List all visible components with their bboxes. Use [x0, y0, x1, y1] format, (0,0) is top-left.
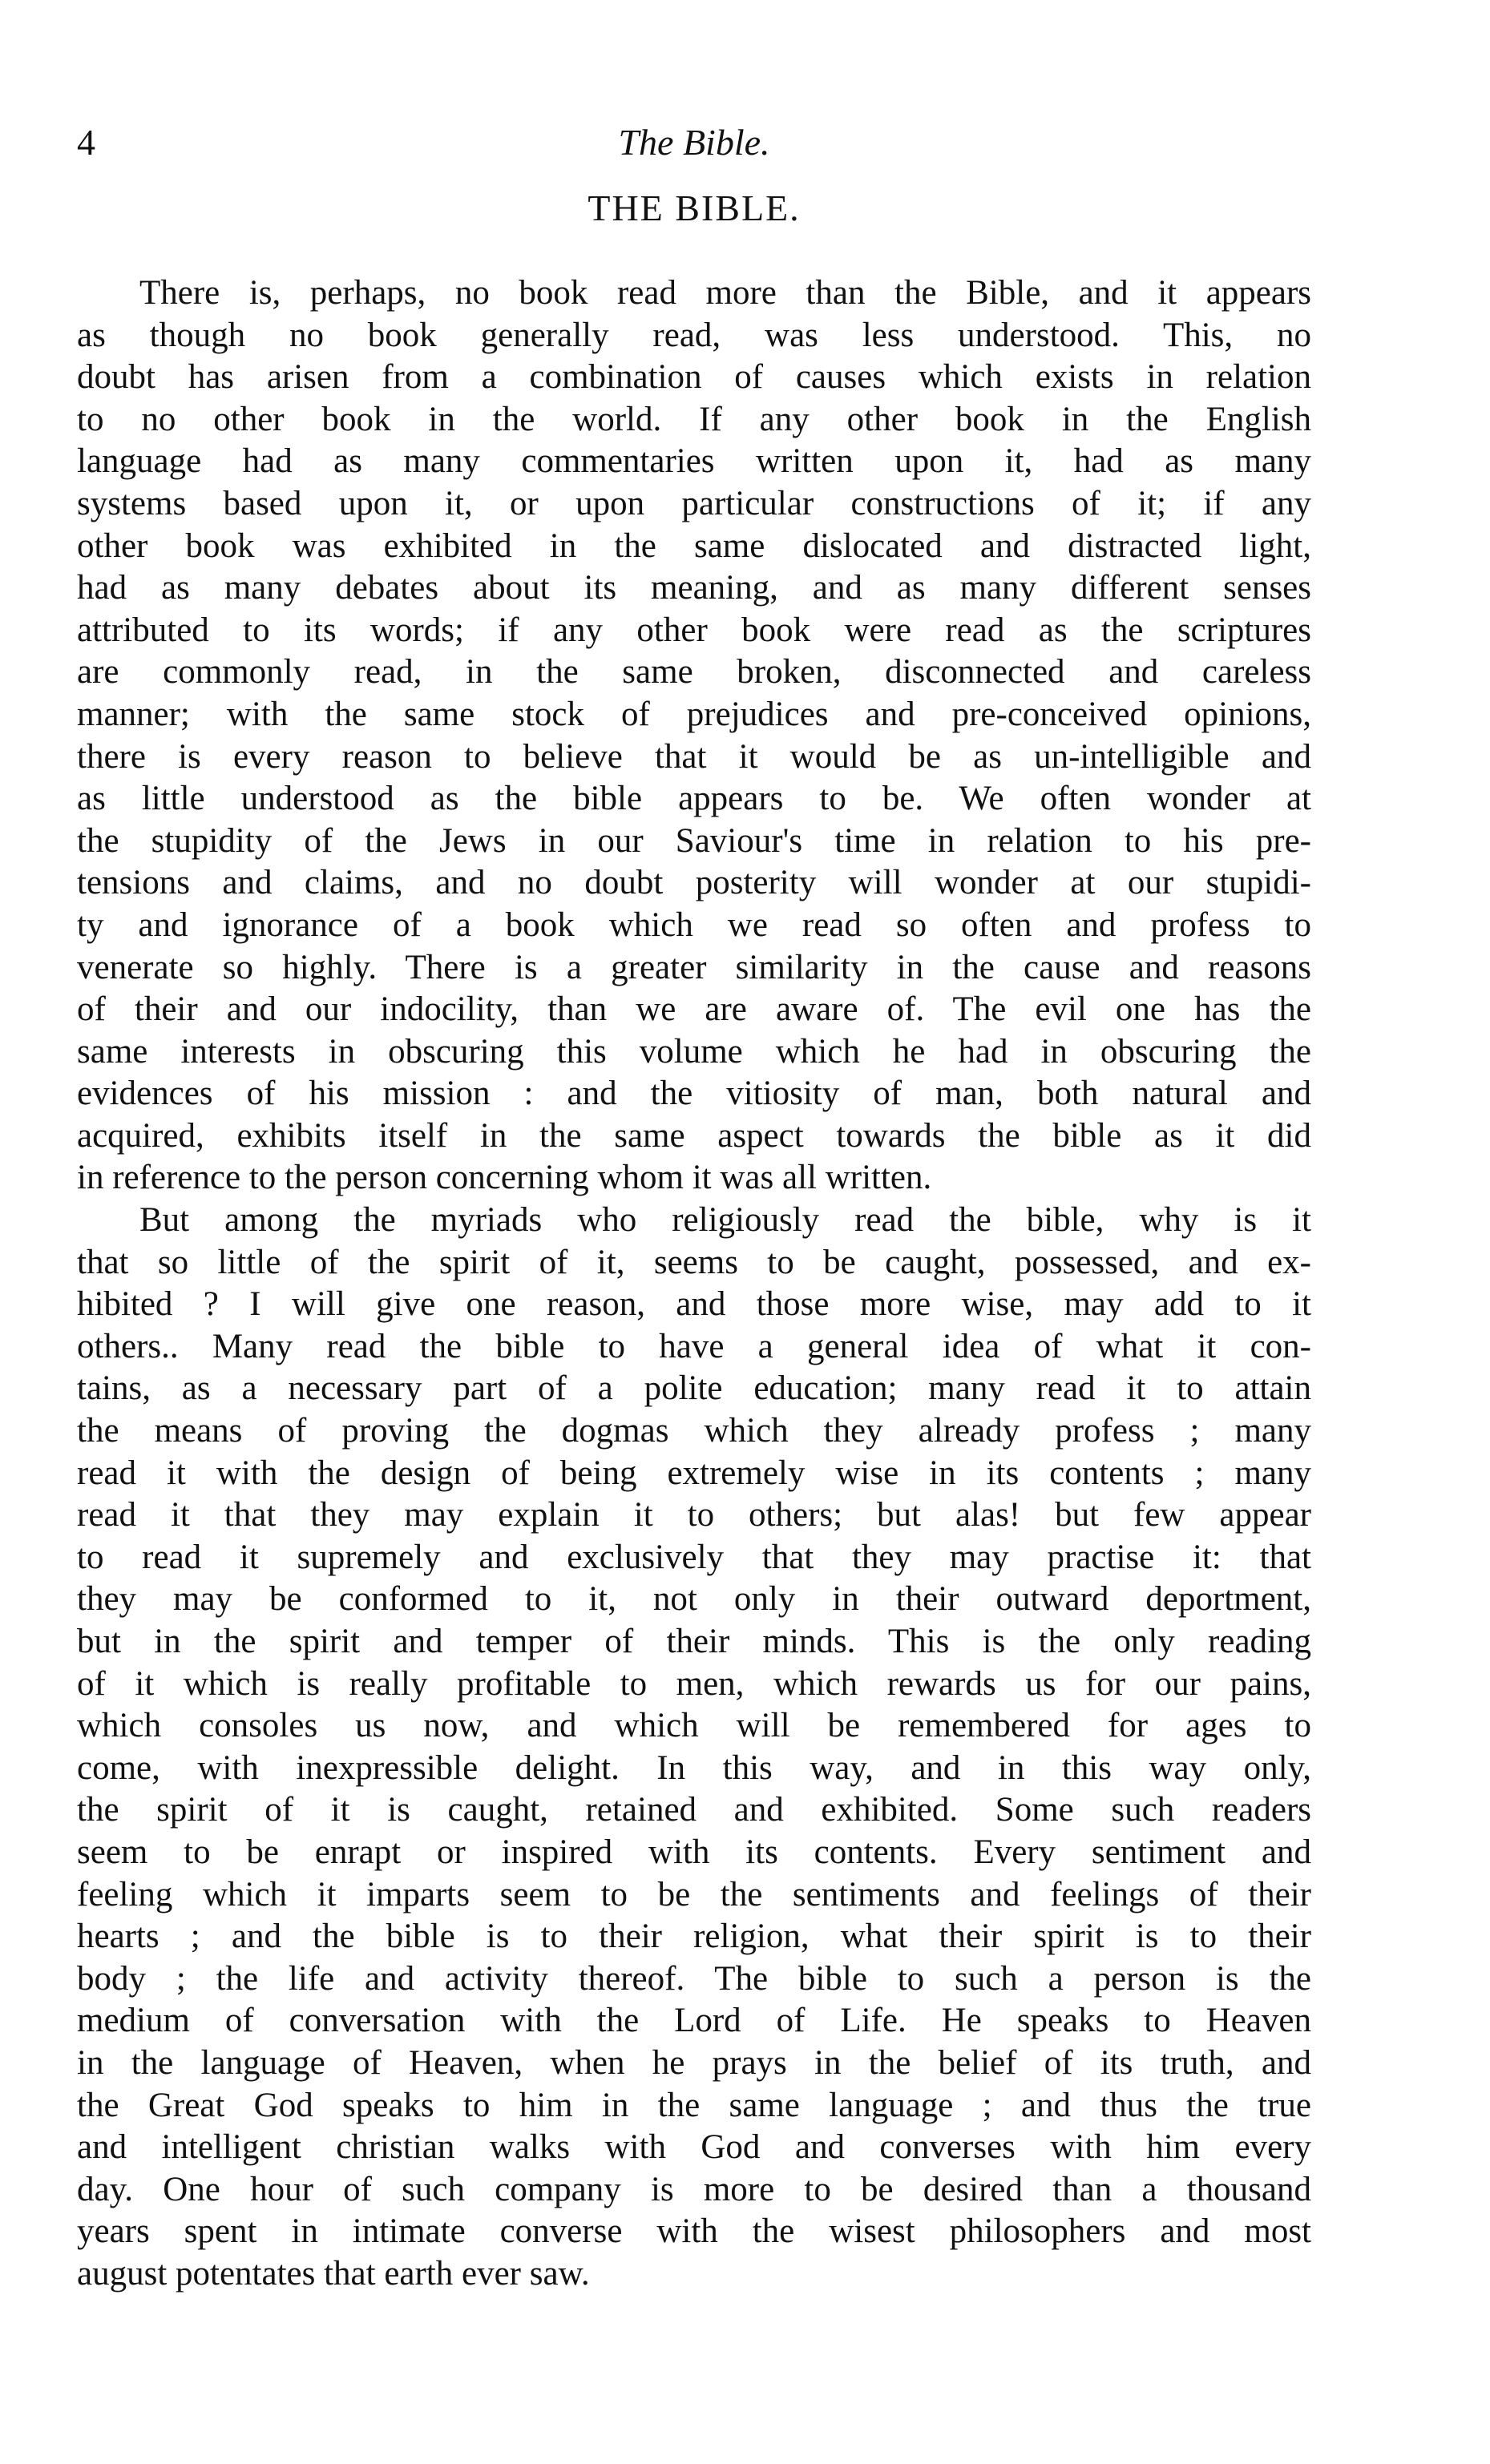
text-line: as little understood as the bible appears to be. We often wonder at — [77, 780, 1311, 818]
text-line: medium of conversation with the Lord of Life. He speaks to Heaven — [77, 2002, 1311, 2040]
text-line: had as many debates about its meaning, and as many different senses — [77, 569, 1311, 607]
running-title: The Bible. — [618, 122, 770, 163]
text-line: acquired, exhibits itself in the same aspect towards the bible as it did — [77, 1116, 1311, 1155]
text-line: there is every reason to believe that it would be as un-intelligible and — [77, 737, 1311, 776]
text-line: But among the myriads who religiously read the bible, why is it — [139, 1201, 1311, 1240]
text-line: evidences of his mission : and the vitiosity of man, both natural and — [77, 1075, 1311, 1113]
text-line: august potentates that earth ever saw. — [77, 2254, 590, 2293]
text-line: come, with inexpressible delight. In this way, and in this way only, — [77, 1748, 1311, 1787]
text-line: hibited ? I will give one reason, and those more wise, may add to it — [77, 1285, 1311, 1324]
text-line: in the language of Heaven, when he prays in the belief of its truth, and — [77, 2043, 1311, 2082]
text-line: other book was exhibited in the same dislocated and distracted light, — [77, 526, 1311, 565]
text-line: that so little of the spirit of it, seems to be caught, possessed, and ex- — [77, 1243, 1311, 1281]
body-text — [77, 272, 1311, 2296]
text-line: which consoles us now, and which will be remembered for ages to — [77, 1707, 1311, 1745]
text-line: to read it supremely and exclusively that they may practise it: that — [77, 1538, 1311, 1576]
chapter-title: THE BIBLE. — [588, 188, 801, 228]
text-line: ty and ignorance of a book which we read so often and profess to — [77, 905, 1311, 944]
text-line: attributed to its words; if any other book were read as the scriptures — [77, 611, 1311, 649]
text-line: body ; the life and activity thereof. The bible to such a person is the — [77, 1959, 1311, 1998]
text-line: of it which is really profitable to men, which rewards us for our pains, — [77, 1664, 1311, 1703]
paragraph-2 — [77, 1200, 1311, 2295]
text-line: language had as many commentaries written upon it, had as many — [77, 442, 1311, 481]
text-line: same interests in obscuring this volume which he had in obscuring the — [77, 1032, 1311, 1071]
text-line: systems based upon it, or upon particular constructions of it; if any — [77, 484, 1311, 522]
text-line: seem to be enrapt or inspired with its contents. Every sentiment and — [77, 1833, 1311, 1871]
text-line: to no other book in the world. If any other book in the English — [77, 400, 1311, 438]
paragraph-1 — [77, 272, 1311, 1200]
page-number: 4 — [77, 122, 95, 163]
text-line: the spirit of it is caught, retained and exhibited. Some such readers — [77, 1791, 1311, 1829]
text-line: years spent in intimate converse with the wisest philosophers and most — [77, 2212, 1311, 2251]
text-line: are commonly read, in the same broken, disconnected and careless — [77, 653, 1311, 692]
text-line: There is, perhaps, no book read more than the Bible, and it appears — [139, 274, 1311, 312]
text-line: the Great God speaks to him in the same language ; and thus the true — [77, 2086, 1311, 2124]
text-line: doubt has arisen from a combination of causes which exists in relation — [77, 358, 1311, 397]
text-line: venerate so highly. There is a greater similarity in the cause and reasons — [77, 948, 1311, 986]
text-line: read it that they may explain it to others; but alas! but few appear — [77, 1496, 1311, 1534]
text-line: and intelligent christian walks with God and converses with him every — [77, 2128, 1311, 2167]
text-line: read it with the design of being extremely wise in its contents ; many — [77, 1454, 1311, 1492]
text-line: others.. Many read the bible to have a general idea of what it con- — [77, 1327, 1311, 1365]
text-line: manner; with the same stock of prejudices and pre-conceived opinions, — [77, 695, 1311, 733]
text-line: they may be conformed to it, not only in their outward deportment, — [77, 1580, 1311, 1619]
text-line: tains, as a necessary part of a polite education; many read it to attain — [77, 1369, 1311, 1408]
text-line: the stupidity of the Jews in our Saviour's time in relation to his pre- — [77, 821, 1311, 860]
text-line: the means of proving the dogmas which they already profess ; many — [77, 1412, 1311, 1450]
text-line: as though no book generally read, was less understood. This, no — [77, 316, 1311, 354]
running-head — [77, 120, 1311, 168]
text-line: feeling which it imparts seem to be the sentiments and feelings of their — [77, 1875, 1311, 1914]
text-line: in reference to the person concerning whom it was all written. — [77, 1159, 932, 1197]
text-line: of their and our indocility, than we are aware of. The evil one has the — [77, 990, 1311, 1029]
text-line: hearts ; and the bible is to their religion, what their spirit is to their — [77, 1918, 1311, 1956]
text-line: day. One hour of such company is more to be desired than a thousand — [77, 2170, 1311, 2208]
text-line: but in the spirit and temper of their minds. This is the only reading — [77, 1623, 1311, 1660]
text-line: tensions and claims, and no doubt posterity will wonder at our stupidi- — [77, 864, 1311, 902]
